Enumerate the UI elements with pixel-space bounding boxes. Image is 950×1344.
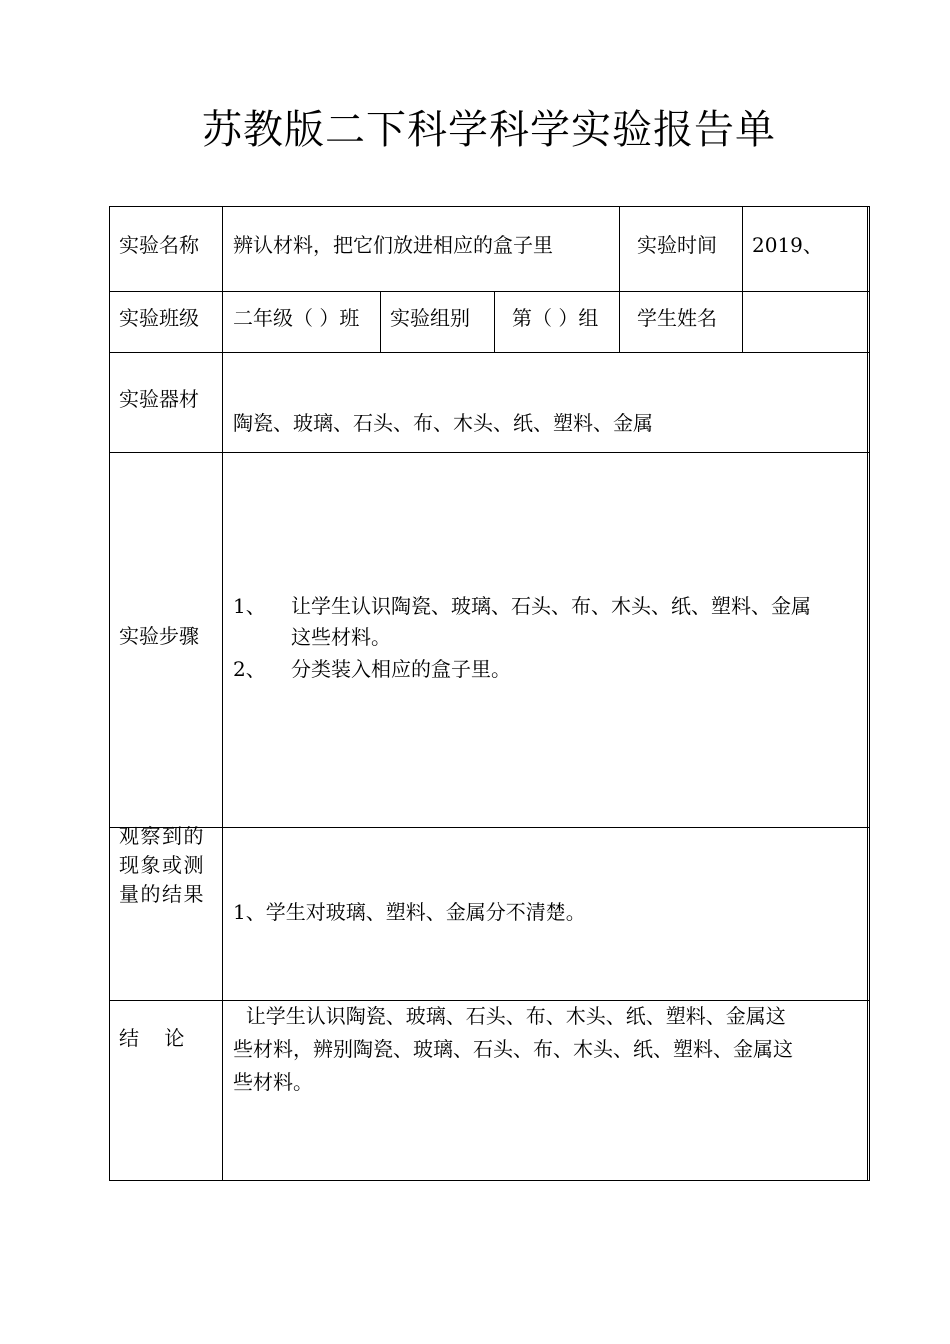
label-column-divider <box>222 206 223 1181</box>
page-title: 苏教版二下科学科学实验报告单 <box>202 107 776 153</box>
row-divider <box>109 291 870 292</box>
experiment-name-value: 辨认材料，把它们放进相应的盒子里 <box>233 233 553 257</box>
step-item <box>233 653 511 685</box>
step-text-continued: 这些材料。 <box>291 625 391 649</box>
table-border-left <box>109 206 110 1181</box>
observation-label <box>119 822 205 909</box>
cell-divider <box>619 206 620 353</box>
conclusion-line: 些材料，辨别陶瓷、玻璃、石头、布、木头、纸、塑料、金属这 <box>233 1037 793 1061</box>
observation-label-line: 量的结果 <box>119 882 205 906</box>
observation-value: 1、学生对玻璃、塑料、金属分不清楚。 <box>233 900 586 924</box>
row-divider <box>109 827 870 828</box>
student-name-label: 学生姓名 <box>637 306 717 330</box>
cell-divider <box>380 291 381 353</box>
observation-label-line: 现象或测 <box>119 853 205 877</box>
conclusion-label: 结 论 <box>119 1026 185 1050</box>
step-number: 1、 <box>233 594 266 618</box>
table-border-top <box>109 206 870 207</box>
observation-label-line: 观察到的 <box>119 824 205 848</box>
equipment-value: 陶瓷、玻璃、石头、布、木头、纸、塑料、金属 <box>233 411 653 435</box>
table-border-right <box>867 206 868 1181</box>
step-number: 2、 <box>233 657 266 681</box>
experiment-group-label: 实验组别 <box>390 306 470 330</box>
experiment-group-value: 第（ ）组 <box>512 306 599 330</box>
step-text: 让学生认识陶瓷、玻璃、石头、布、木头、纸、塑料、金属 <box>291 594 811 618</box>
step-item <box>233 590 811 622</box>
experiment-time-label: 实验时间 <box>637 233 717 257</box>
conclusion-line: 些材料。 <box>233 1070 313 1094</box>
step-text: 分类装入相应的盒子里。 <box>291 657 511 681</box>
experiment-name-label: 实验名称 <box>119 233 199 257</box>
table-border-bottom <box>109 1180 870 1181</box>
conclusion-line: 让学生认识陶瓷、玻璃、石头、布、木头、纸、塑料、金属这 <box>233 1004 786 1028</box>
cell-divider <box>742 206 743 353</box>
table-border-right-double <box>869 206 870 1181</box>
experiment-class-label: 实验班级 <box>119 306 199 330</box>
row-divider <box>109 452 870 453</box>
row-divider <box>109 352 870 353</box>
experiment-time-value: 2019、 <box>752 233 823 257</box>
experiment-class-value: 二年级（ ）班 <box>233 306 360 330</box>
steps-label: 实验步骤 <box>119 624 199 648</box>
equipment-label: 实验器材 <box>119 387 199 411</box>
cell-divider <box>494 291 495 353</box>
